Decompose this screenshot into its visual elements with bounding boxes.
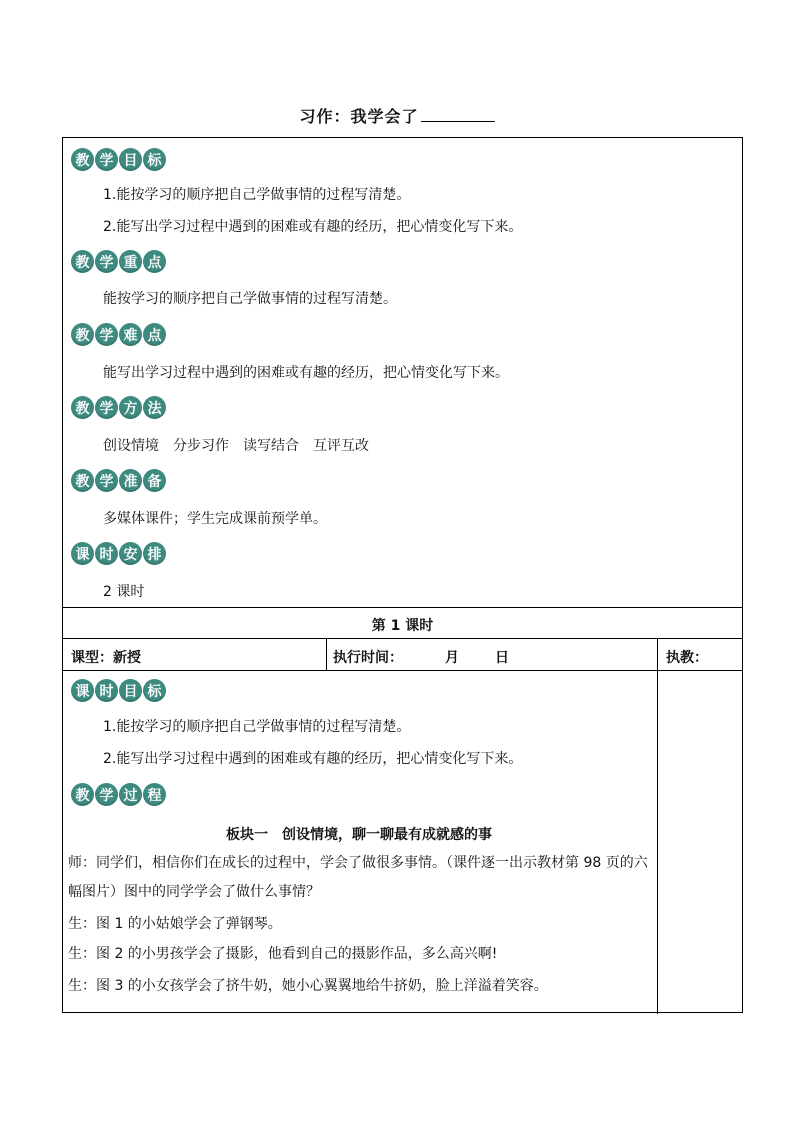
block-one-title: 板块一 创设情境，聊一聊最有成就感的事	[226, 827, 492, 843]
column-divider	[657, 638, 658, 1014]
badge-char: 目	[119, 679, 142, 702]
badge-char: 过	[119, 783, 142, 806]
badge-char: 标	[143, 679, 166, 702]
day-label: 日	[495, 650, 509, 666]
badge-char: 标	[143, 148, 166, 171]
lesson-type: 课型：新授	[71, 650, 141, 666]
method-text: 创设情境 分步习作 读写结合 互评互改	[103, 438, 369, 454]
schedule-text: 2 课时	[103, 584, 145, 600]
title-text: 习作：我学会了	[299, 107, 419, 126]
badge-char: 安	[119, 542, 142, 565]
execution-time-label: 执行时间：	[333, 650, 403, 666]
badge-char: 时	[95, 542, 118, 565]
badge-char: 学	[95, 396, 118, 419]
month-label: 月	[445, 650, 459, 666]
focus-text: 能按学习的顺序把自己学做事情的过程写清楚。	[103, 291, 397, 307]
badge-teaching-focus	[71, 250, 166, 276]
difficulty-text: 能写出学习过程中遇到的困难或有趣的经历，把心情变化写下来。	[103, 365, 509, 381]
paragraph-student-1: 生：图 1 的小姑娘学会了弹钢琴。	[68, 916, 282, 932]
badge-teaching-method	[71, 396, 166, 422]
badge-char: 目	[119, 148, 142, 171]
badge-char: 准	[119, 469, 142, 492]
badge-char: 学	[95, 250, 118, 273]
lesson-plan-table	[62, 137, 743, 1013]
title-blank-line	[421, 105, 495, 122]
badge-char: 排	[143, 542, 166, 565]
badge-teaching-difficulty	[71, 323, 166, 349]
badge-char: 学	[95, 148, 118, 171]
row-divider	[63, 670, 742, 671]
badge-schedule	[71, 542, 166, 568]
badge-char: 方	[119, 396, 142, 419]
badge-lesson-goals	[71, 679, 166, 705]
document-title	[0, 104, 794, 132]
badge-char: 教	[71, 148, 94, 171]
badge-teaching-prep	[71, 469, 166, 495]
badge-char: 学	[95, 323, 118, 346]
badge-char: 备	[143, 469, 166, 492]
badge-char: 学	[95, 783, 118, 806]
column-divider	[326, 638, 327, 670]
paragraph-student-3: 生：图 3 的小女孩学会了挤牛奶，她小心翼翼地给牛挤奶，脸上洋溢着笑容。	[68, 978, 548, 994]
goal-item-1: 1.能按学习的顺序把自己学做事情的过程写清楚。	[103, 187, 411, 203]
badge-char: 教	[71, 323, 94, 346]
badge-char: 点	[143, 323, 166, 346]
badge-char: 教	[71, 469, 94, 492]
lesson-header: 第 1 课时	[371, 618, 434, 634]
badge-char: 难	[119, 323, 142, 346]
lesson-goal-item-1: 1.能按学习的顺序把自己学做事情的过程写清楚。	[103, 719, 411, 735]
badge-char: 时	[95, 679, 118, 702]
badge-char: 教	[71, 250, 94, 273]
badge-char: 重	[119, 250, 142, 273]
badge-char: 教	[71, 783, 94, 806]
row-divider	[63, 607, 742, 608]
goal-item-2: 2.能写出学习过程中遇到的困难或有趣的经历，把心情变化写下来。	[103, 219, 523, 235]
badge-char: 学	[95, 469, 118, 492]
badge-teaching-process	[71, 783, 166, 809]
badge-char: 教	[71, 396, 94, 419]
prep-text: 多媒体课件；学生完成课前预学单。	[103, 511, 327, 527]
badge-char: 法	[143, 396, 166, 419]
paragraph-student-2: 生：图 2 的小男孩学会了摄影，他看到自己的摄影作品，多么高兴啊!	[68, 946, 498, 962]
badge-char: 课	[71, 542, 94, 565]
badge-char: 课	[71, 679, 94, 702]
badge-char: 程	[143, 783, 166, 806]
teacher-label: 执教：	[666, 650, 708, 666]
badge-teaching-goals	[71, 148, 166, 174]
paragraph-teacher-intro: 师：同学们，相信你们在成长的过程中，学会了做很多事情。（课件逐一出示教材第 98 页的六幅图片）图中的同学学会了做什么事情？	[68, 855, 648, 900]
lesson-goal-item-2: 2.能写出学习过程中遇到的困难或有趣的经历，把心情变化写下来。	[103, 751, 523, 767]
row-divider	[63, 638, 742, 639]
badge-char: 点	[143, 250, 166, 273]
